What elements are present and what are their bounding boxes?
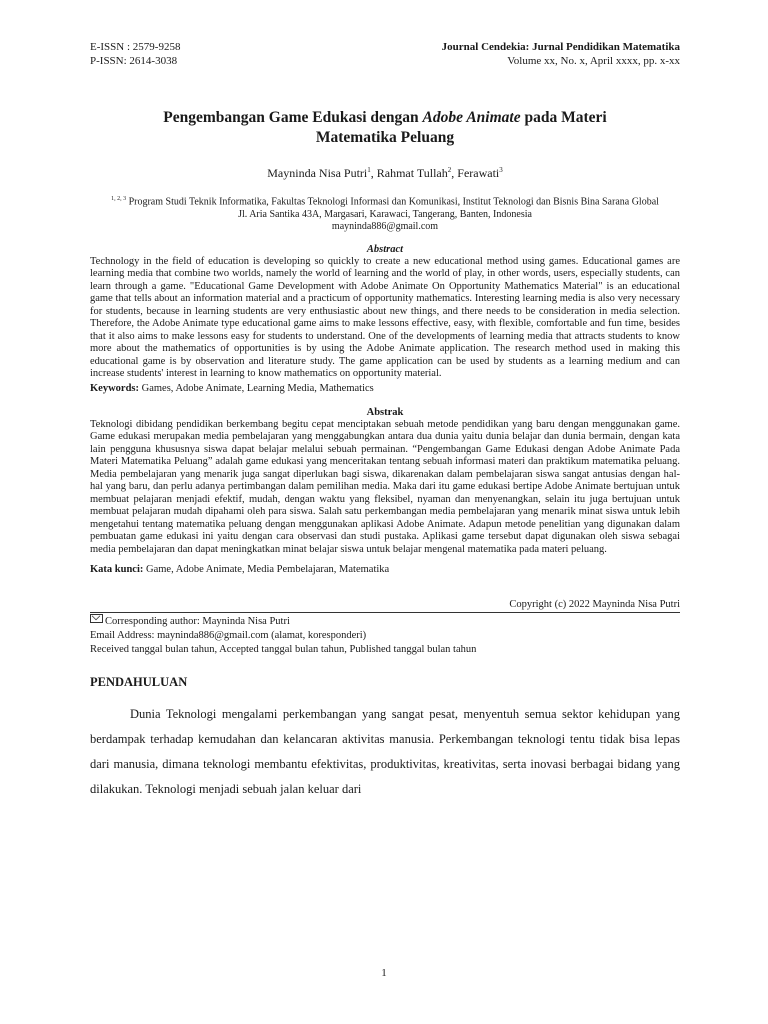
abstrak-heading: Abstrak xyxy=(366,406,404,418)
abstrak-text: Teknologi dibidang pendidikan berkembang begitu cepat menciptakan sebuah metode pendidikan yang baru dengan menggunakan game. Game edukasi merupakan media pembelajaran yang menggabungkan antara dua dunia yaitu dunia belajar dan dunia bermain, dengan kata lain pengguna khususnya siswa dapat belajar melalui sebuah permainan. “Pengembangan Game Edukasi dengan Adobe Animate Pada Materi Matematika Peluang” adalah game edukasi yang menceritakan tentang sebuah informasi materi dan praktikum matematika peluang. Media pembelajaran yang menarik juga sangat diperlukan bagi siswa, dikarenakan dalam pembelajaran siswa sangat antusias dengan hal- hal yang baru, dan perlu adanya pertimbangan dalam pemilihan media. Maka dari itu game edukasi bertipe Adobe Animate bertujuan untuk membuat pelajaran menjadi efektif, mudah, dengan waktu yang fleksibel, nyaman dan menyenangkan, selain itu juga bertujuan untuk membuat pelajaran mudah dipahami oleh para siswa. Salah satu perkembangan media pembelajaran yang menarik minat siswa untuk lebih mengetahui tentang matematika peluang dengan menggunakan aplikasi Adobe Animate. Adapun metode penelitian yang digunakan dalam pembuatan game edukasi ini yaitu dengan cara observasi dan studi pustaka. Aplikasi game tersebut dapat digunakan oleh siswa sebagai media pembelajaran dan dapat meningkatkan minat belajar siswa untuk belajar mengenal matematika pada materi peluang. xyxy=(90,418,680,555)
correspondence-block xyxy=(90,614,680,657)
section-heading: PENDAHULUAN xyxy=(90,675,188,690)
title-line-1 xyxy=(90,108,680,128)
author-1: Mayninda Nisa Putri$^1$ xyxy=(267,166,371,180)
keywords-list: Games, Adobe Animate, Learning Media, Mathematics xyxy=(141,382,374,394)
abstract-text: Technology in the field of education is developing so quickly to create a new educational method using games. Educational games are learning media that combine two worlds, namely the world of learning and the world of play, in other words, users, especially students, can learn through a game. "Educational Game Development with Adobe Animate On Opportunity Mathematics Material" is an educational game that tells about an information material and a practicum of opportunity mathematics. Interesting learning media is also very necessary for students, because in learning students are very enthusiastic about new things, and there needs to be consideration in media selection. Therefore, the Adobe Animate type educational game aims to make lessons effective, easy, with flexible, comfortable and fun time, besides that it also aims to make lessons easy for students to understand. One of the developments of learning media that attracts students to know more about the mathematics of opportunities is by using the Adobe Animate application. The research method used in making this educational game is by observation and literature study. The game application can be used by students as a learning medium and can increase students' interest in learning to know mathematics on opportunity material. xyxy=(90,255,680,380)
keywords-label: Keywords: xyxy=(90,382,139,394)
affiliation-institution: $^{1, 2, 3}$ Program Studi Teknik Informatika, Fakultas Teknologi Informasi dan Komunikasi, Institut Teknologi dan Bisnis Bina Sarana Global xyxy=(111,196,659,208)
title-part-2: pada Materi xyxy=(524,109,607,126)
page-number: 1 xyxy=(381,967,387,979)
manuscript-dates: Received tanggal bulan tahun, Accepted tanggal bulan tahun, Published tanggal bulan tahun xyxy=(90,644,477,656)
section-paragraph: Dunia Teknologi mengalami perkembangan yang sangat pesat, menyentuh semua sektor kehidupan yang berdampak terhadap kemudahan dan kelancaran aktivitas manusia. Perkembangan teknologi tentu tidak bisa lepas dari manusia, dimana teknologi membantu efektivitas, produktivitas, kreativitas, serta inovasi berbagai bidang yang dilakukan. Teknologi menjadi sebuah jalan keluar dari xyxy=(90,707,680,797)
paper-page xyxy=(90,40,680,802)
journal-name: Journal Cendekia: Jurnal Pendidikan Matematika xyxy=(441,41,680,53)
author-2: Rahmat Tullah$^2$ xyxy=(376,166,452,180)
author-list: Mayninda Nisa Putri$^1$, Rahmat Tullah$^2$, Ferawati$^3$ xyxy=(267,166,503,180)
journal-info xyxy=(442,40,680,68)
kata-kunci-label: Kata kunci: xyxy=(90,564,144,576)
kata-kunci-list: Game, Adobe Animate, Media Pembelajaran, Matematika xyxy=(146,564,390,576)
corresponding-author: Corresponding author: Mayninda Nisa Putri xyxy=(90,614,680,629)
author-3: Ferawati$^3$ xyxy=(457,166,503,180)
title-part-1: Pengembangan Game Edukasi dengan xyxy=(163,109,419,126)
keywords xyxy=(90,382,680,395)
title-italic: Adobe Animate xyxy=(422,109,521,126)
kata-kunci xyxy=(90,563,680,576)
affiliation xyxy=(90,193,680,234)
paper-title xyxy=(90,108,680,148)
eissn: E-ISSN : 2579-9258 xyxy=(90,41,181,53)
journal-header xyxy=(90,40,680,68)
issn-block xyxy=(90,40,180,68)
journal-volume: Volume xx, No. x, April xxxx, pp. x-xx xyxy=(507,55,680,67)
copyright-notice: Copyright (c) 2022 Mayninda Nisa Putri xyxy=(90,599,680,613)
title-line-2: Matematika Peluang xyxy=(315,129,455,146)
affiliation-email: mayninda886@gmail.com xyxy=(331,221,439,233)
abstract-heading: Abstract xyxy=(366,243,404,255)
envelope-icon xyxy=(90,614,103,623)
affiliation-address: Jl. Aria Santika 43A, Margasari, Karawaci, Tangerang, Banten, Indonesia xyxy=(238,208,532,220)
correspondence-email: Email Address: mayninda886@gmail.com (alamat, koresponderi) xyxy=(90,630,367,642)
pissn: P-ISSN: 2614-3038 xyxy=(90,55,178,67)
